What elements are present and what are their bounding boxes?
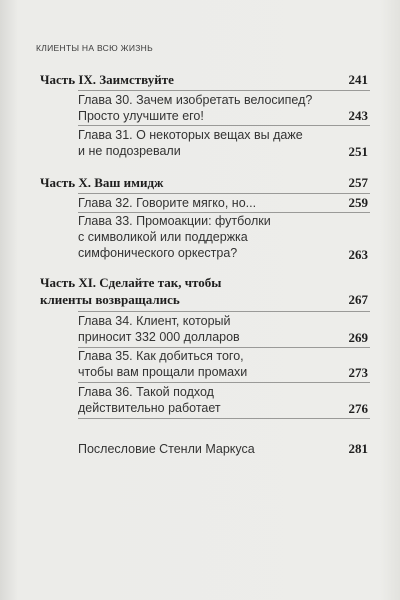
part-page-10: 257 <box>348 175 368 190</box>
chapter-title-32: Глава 32. Говорите мягко, но... <box>78 196 257 210</box>
chapter-divider <box>78 382 370 383</box>
chapter-title-34: Глава 34. Клиент, который приносит 332 000 долларов <box>78 314 240 344</box>
afterword-page: 281 <box>348 441 368 456</box>
chapter-page-33: 263 <box>348 247 368 262</box>
part-title-11: Часть XI. Сделайте так, чтобы клиенты возвращались <box>40 275 222 307</box>
chapter-title-35: Глава 35. Как добиться того, чтобы вам прощали промахи <box>78 349 248 379</box>
running-head: КЛИЕНТЫ НА ВСЮ ЖИЗНЬ <box>36 43 153 53</box>
chapter-page-32: 259 <box>348 195 368 210</box>
chapter-title-31: Глава 31. О некоторых вещах вы даже и не подозревали <box>78 128 303 158</box>
chapter-divider <box>78 418 370 419</box>
chapter-page-30: 243 <box>348 108 368 123</box>
chapter-divider <box>78 90 370 91</box>
chapter-page-36: 276 <box>348 401 368 416</box>
chapter-page-35: 273 <box>348 365 368 380</box>
chapter-page-34: 269 <box>348 330 368 345</box>
chapter-divider <box>78 311 370 312</box>
part-page-9: 241 <box>348 72 368 87</box>
part-page-11: 267 <box>348 292 368 307</box>
chapter-page-31: 251 <box>348 144 368 159</box>
chapter-title-36: Глава 36. Такой подход действительно работает <box>78 385 221 415</box>
chapter-title-30: Глава 30. Зачем изобретать велосипед? Просто улучшите его! <box>78 93 313 123</box>
part-title-9: Часть IX. Заимствуйте <box>40 72 174 87</box>
chapter-divider <box>78 193 370 194</box>
part-title-10: Часть X. Ваш имидж <box>40 175 164 190</box>
afterword-title: Послесловие Стенли Маркуса <box>78 442 255 456</box>
chapter-title-33: Глава 33. Промоакции: футболки с символикой или поддержка симфонического оркестра? <box>78 214 271 260</box>
chapter-divider <box>78 125 370 126</box>
